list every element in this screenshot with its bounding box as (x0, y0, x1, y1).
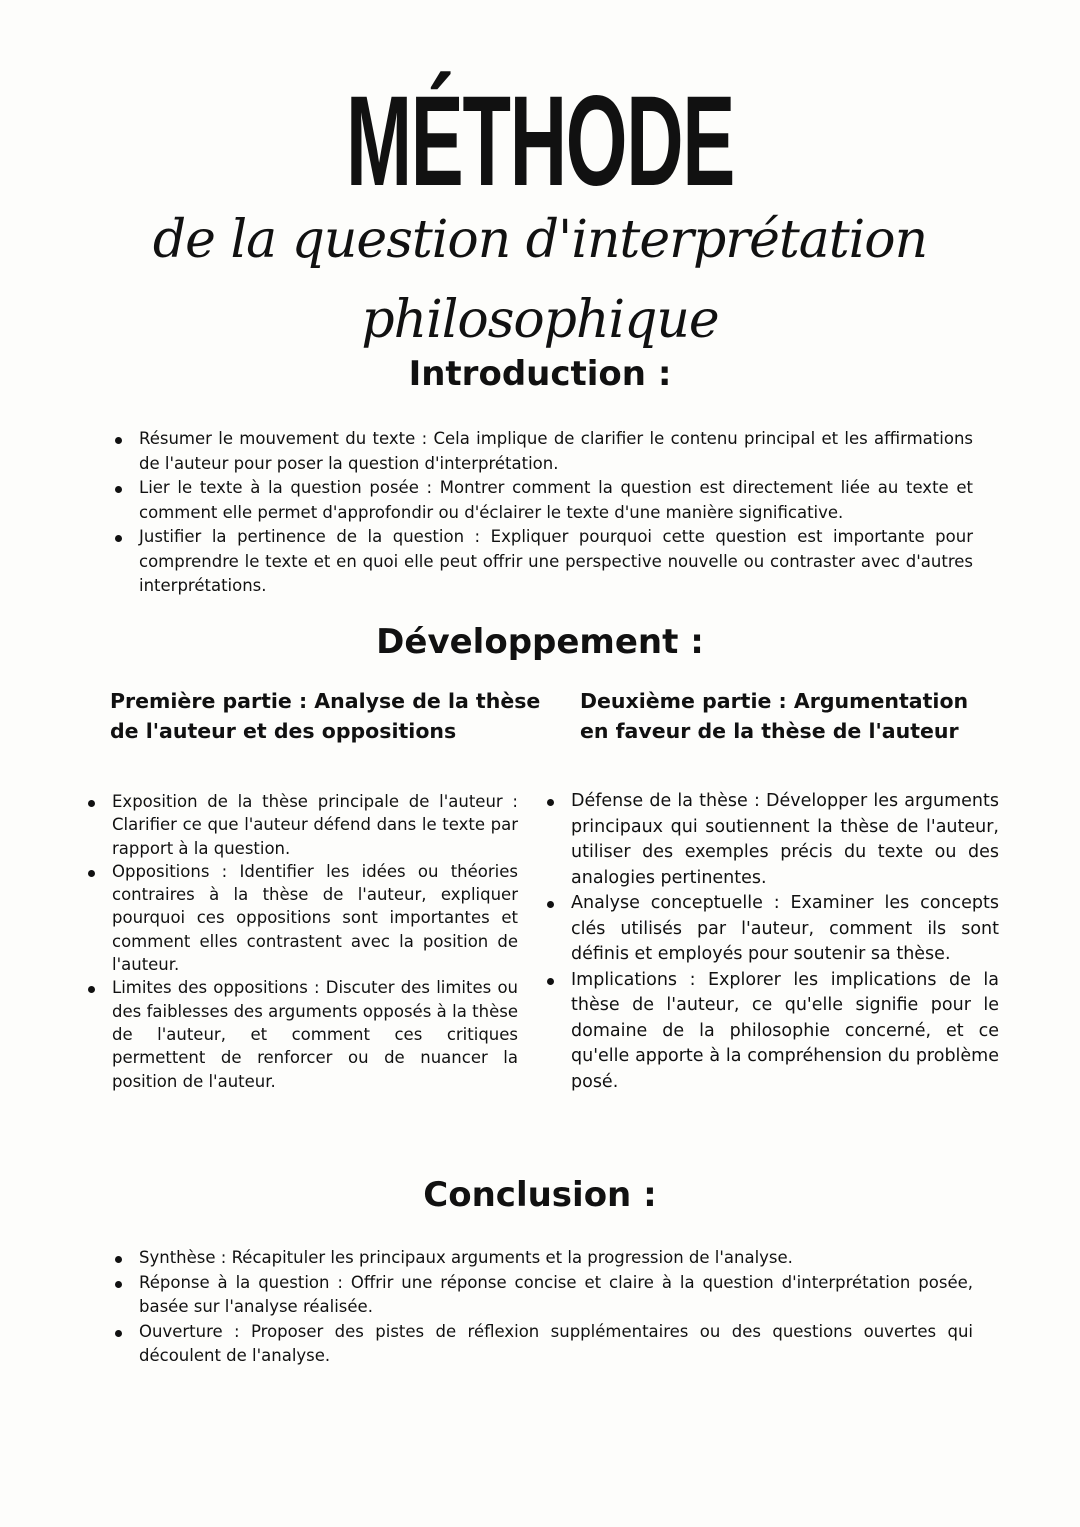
part1-list (88, 790, 518, 1093)
list-item: Défense de la thèse : Développer les arguments principaux qui soutiennent la thèse de l'auteur, utiliser des exemples précis du texte ou des analogies pertinentes. (547, 789, 999, 891)
list-item: Implications : Explorer les implications de la thèse de l'auteur, ce qu'elle signifie pour le domaine de la philosophie concerné, et ce qu'elle apporte à la compréhension du problème posé. (547, 968, 999, 1096)
page-title: MÉTHODE (345, 70, 735, 213)
conclusion-list (115, 1246, 973, 1369)
list-item: Réponse à la question : Offrir une réponse concise et claire à la question d'interprétation posée, basée sur l'analyse réalisée. (115, 1271, 973, 1320)
introduction-heading: Introduction : (408, 354, 672, 394)
list-item: Exposition de la thèse principale de l'auteur : Clarifier ce que l'auteur défend dans le texte par rapport à la question. (88, 790, 518, 860)
list-item: Analyse conceptuelle : Examiner les concepts clés utilisés par l'auteur, comment ils sont définis et employés pour soutenir sa thèse. (547, 891, 999, 968)
list-item: Justifier la pertinence de la question : Expliquer pourquoi cette question est importante pour comprendre le texte et en quoi elle peut offrir une perspective nouvelle ou contraster avec d'autres interprétations. (115, 525, 973, 599)
part2-list (547, 789, 999, 1095)
list-item: Oppositions : Identifier les idées ou théories contraires à la thèse de l'auteur, expliquer pourquoi ces oppositions sont importantes et comment elles contrastent avec la position de l'auteur. (88, 860, 518, 976)
part1-heading: Première partie : Analyse de la thèse de l'auteur et des oppositions (110, 689, 541, 743)
list-item: Lier le texte à la question posée : Montrer comment la question est directement liée au texte et comment elle permet d'approfondir ou d'éclairer le texte d'une manière significative. (115, 476, 973, 525)
part2-heading: Deuxième partie : Argumentation en faveur de la thèse de l'auteur (580, 689, 969, 743)
developpement-heading: Développement : (376, 622, 704, 662)
conclusion-heading: Conclusion : (423, 1175, 657, 1215)
list-item: Limites des oppositions : Discuter des limites ou des faiblesses des arguments opposés à la thèse de l'auteur, et comment ces critiques permettent de renforcer ou de nuancer la position de l'auteur. (88, 976, 518, 1092)
list-item: Ouverture : Proposer des pistes de réflexion supplémentaires ou des questions ouvertes qui découlent de l'analyse. (115, 1320, 973, 1369)
list-item: Synthèse : Récapituler les principaux arguments et la progression de l'analyse. (115, 1246, 973, 1271)
introduction-list (115, 427, 973, 599)
list-item: Résumer le mouvement du texte : Cela implique de clarifier le contenu principal et les affirmations de l'auteur pour poser la question d'interprétation. (115, 427, 973, 476)
page-subtitle: de la question d'interprétation philosophique (152, 210, 928, 350)
